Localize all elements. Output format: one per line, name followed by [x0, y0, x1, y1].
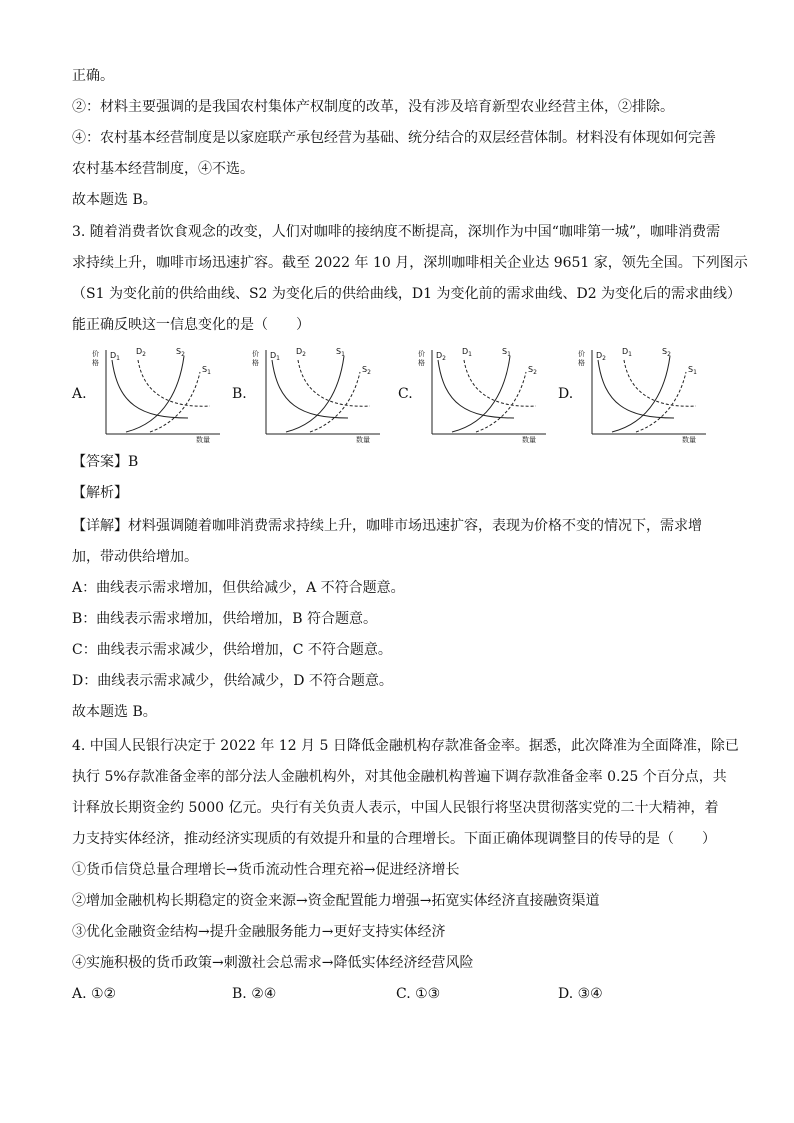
option-a-label: A. — [72, 386, 87, 402]
q4-option-d: D. ③④ — [558, 986, 603, 1002]
question-4-text: 计释放长期资金约 5000 亿元。央行有关负责人表示，中国人民银行将坚决贯彻落实党的二十大精神，着 — [72, 800, 719, 816]
detail-line: D：曲线表示需求减少，供给减少，D 不符合题意。 — [72, 673, 393, 689]
question-3-text: 能正确反映这一信息变化的是（ ） — [72, 317, 310, 333]
quantity-axis-label: 数量 — [356, 436, 370, 444]
text-line: 故本题选 B。 — [72, 192, 157, 208]
choice-3: ③优化金融资金结构→提升金融服务能力→更好支持实体经济 — [72, 924, 446, 940]
demand-curve-dashed — [464, 360, 536, 406]
quantity-axis-label: 数量 — [196, 436, 210, 444]
text-line: ④：农村基本经营制度是以家庭联产承包经营为基础、统分结合的双层经营体制。材料没有体现如何完善 — [72, 130, 716, 146]
detail-line: B：曲线表示需求增加，供给增加，B 符合题意。 — [72, 611, 378, 627]
detail-line: 故本题选 B。 — [72, 704, 157, 720]
graph-a — [92, 346, 224, 442]
question-3-text: 3. 随着消费者饮食观念的改变，人们对咖啡的接纳度不断提高，深圳作为中国“咖啡第一城”，咖啡消费需 — [72, 224, 721, 240]
demand-curve-dashed — [298, 360, 370, 406]
curve-label: $S_2$ — [362, 365, 371, 376]
detail-line: A：曲线表示需求增加，但供给减少，A 不符合题意。 — [72, 580, 405, 596]
answer: 【答案】B — [72, 454, 139, 470]
question-4-text: 4. 中国人民银行决定于 2022 年 12 月 5 日降低金融机构存款准备金率。据悉，此次降准为全面降准，除已 — [72, 738, 739, 754]
graph-b — [252, 346, 384, 442]
option-c-label: C. — [398, 386, 413, 402]
curve-label: $S_2$ — [176, 347, 185, 358]
curve-label: $D_1$ — [270, 351, 280, 362]
quantity-axis-label: 数量 — [522, 436, 536, 444]
supply-curve-dashed — [310, 372, 360, 432]
graph-c — [418, 346, 550, 442]
curve-label: $D_1$ — [622, 347, 632, 358]
question-3-text: （S1 为变化前的供给曲线、S2 为变化后的供给曲线，D1 为变化前的需求曲线、D2 为变化后的需求曲线） — [72, 286, 742, 302]
curve-label: $D_1$ — [110, 351, 120, 362]
price-axis-label: 格 — [418, 359, 425, 367]
quantity-axis-label: 数量 — [682, 436, 696, 444]
choice-1: ①货币信贷总量合理增长→货币流动性合理充裕→促进经济增长 — [72, 862, 460, 878]
curve-label: $D_2$ — [296, 347, 306, 358]
supply-curve-solid — [126, 356, 184, 432]
choice-2: ②增加金融机构长期稳定的资金来源→资金配置能力增强→拓宽实体经济直接融资渠道 — [72, 893, 600, 909]
supply-demand-graph — [418, 346, 550, 442]
curve-label: $S_2$ — [528, 365, 537, 376]
supply-demand-graph — [252, 346, 384, 442]
text-line: 农村基本经营制度，④不选。 — [72, 161, 254, 177]
question-3-text: 求持续上升，咖啡市场迅速扩容。截至 2022 年 10 月，深圳咖啡相关企业达 9651 家，领先全国。下列图示 — [72, 255, 748, 271]
curve-label: $S_1$ — [502, 347, 511, 358]
detail-line: 加，带动供给增加。 — [72, 549, 198, 565]
curve-label: $S_1$ — [336, 347, 345, 358]
detail-line: C：曲线表示需求减少，供给增加，C 不符合题意。 — [72, 642, 392, 658]
curve-label: $S_1$ — [688, 365, 697, 376]
demand-curve-dashed — [138, 360, 210, 406]
supply-curve-dashed — [636, 372, 686, 432]
supply-demand-graph — [92, 346, 224, 442]
curve-label: $D_2$ — [436, 351, 446, 362]
supply-curve-solid — [452, 356, 510, 432]
demand-curve-solid — [598, 360, 674, 418]
demand-curve-solid — [438, 360, 514, 418]
q4-option-c: C. ①③ — [396, 986, 441, 1002]
supply-curve-solid — [612, 356, 670, 432]
price-axis-label: 价 — [418, 350, 425, 358]
demand-curve-dashed — [624, 360, 696, 406]
curve-label: $D_2$ — [136, 347, 146, 358]
price-axis-label: 格 — [92, 359, 99, 367]
supply-demand-graph — [578, 346, 710, 442]
q4-option-a: A. ①② — [72, 986, 117, 1002]
curve-label: $D_2$ — [596, 351, 606, 362]
supply-curve-dashed — [476, 372, 526, 432]
price-axis-label: 价 — [252, 350, 259, 358]
detail-line: 【详解】材料强调随着咖啡消费需求持续上升，咖啡市场迅速扩容，表现为价格不变的情况下，需求增 — [72, 518, 702, 534]
question-4-text: 执行 5%存款准备金率的部分法人金融机构外，对其他金融机构普遍下调存款准备金率 0.25 个百分点，共 — [72, 769, 727, 785]
q4-option-b: B. ②④ — [232, 986, 277, 1002]
price-axis-label: 格 — [252, 359, 259, 367]
curve-label: $S_2$ — [662, 347, 671, 358]
text-line: ②：材料主要强调的是我国农村集体产权制度的改革，没有涉及培育新型农业经营主体，②排除。 — [72, 99, 674, 115]
analysis-title: 【解析】 — [72, 485, 128, 501]
price-axis-label: 价 — [92, 350, 99, 358]
option-d-label: D. — [558, 386, 574, 402]
demand-curve-solid — [272, 360, 348, 418]
supply-curve-dashed — [150, 372, 200, 432]
option-b-label: B. — [232, 386, 247, 402]
price-axis-label: 格 — [578, 359, 585, 367]
choice-4: ④实施积极的货币政策→刺激社会总需求→降低实体经济经营风险 — [72, 955, 474, 971]
demand-curve-solid — [112, 360, 188, 418]
question-4-text: 力支持实体经济，推动经济实现质的有效提升和量的合理增长。下面正确体现调整目的传导的是（ ） — [72, 831, 716, 847]
graph-d — [578, 346, 710, 442]
curve-label: $S_1$ — [202, 365, 211, 376]
price-axis-label: 价 — [578, 350, 585, 358]
supply-curve-solid — [286, 356, 344, 432]
text-line: 正确。 — [72, 68, 114, 84]
curve-label: $D_1$ — [462, 347, 472, 358]
